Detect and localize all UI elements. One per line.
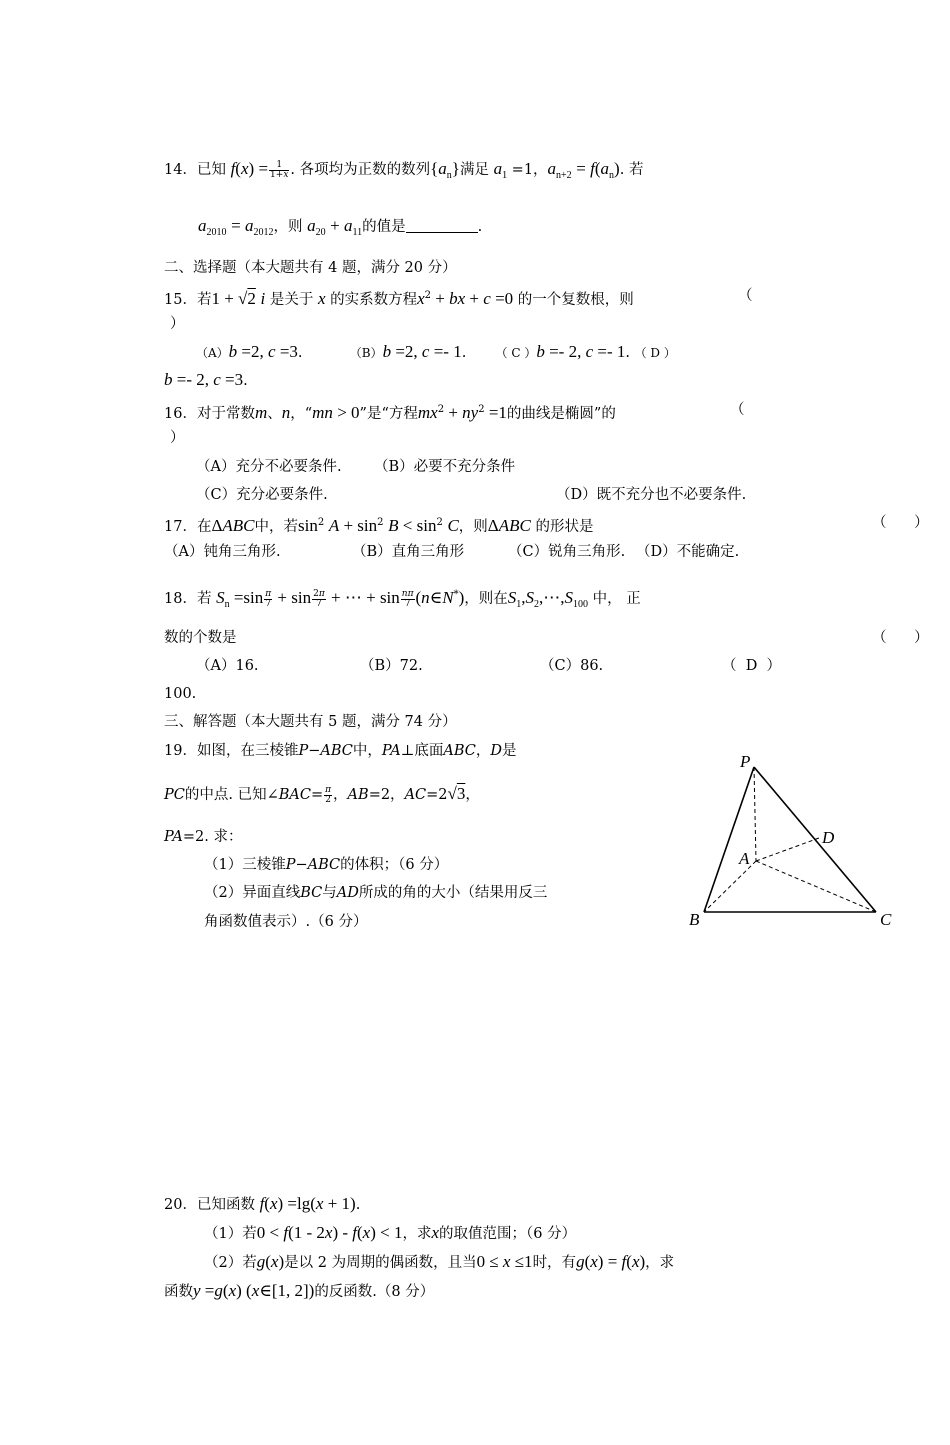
q14-number: 14． [164, 162, 197, 178]
q18-option-d[interactable]: （ D ） [722, 658, 782, 674]
q19-line1: 19．如图，在三棱锥P−ABC中，PA⊥底面ABC，D是 [164, 743, 517, 759]
q14-line1: 14．已知 f(x) = $\frac{1}{1+x}$ . 各项均为正数的数列$\{a_n\}$满足 $a_1 =1$，$a_{n+2} = f(a_n)$. 若 [164, 159, 644, 181]
q18-option-a[interactable]: （A）16. [196, 658, 259, 674]
q17-option-c[interactable]: （C）锐角三角形. [508, 544, 626, 560]
q16-option-a[interactable]: （A）充分不必要条件. [196, 459, 342, 475]
q15-option-b[interactable]: （B） [349, 346, 383, 360]
vertex-label-p: P [740, 752, 751, 771]
q16-paren-close: ） [170, 430, 185, 446]
q17-paren: （ ） [872, 515, 929, 531]
q19-part1: （1）三棱锥P−ABC的体积；（6 分） [204, 857, 449, 873]
q18-paren: （ ） [872, 630, 929, 646]
q20-part1: （1）若0 < f(1 - 2x) - f(x) < 1，求x的取值范围；（6 分） [204, 1223, 577, 1242]
q20-line4: 函数y =g(x) (x∈[1, 2])的反函数.（8 分） [164, 1281, 435, 1300]
q16-option-c[interactable]: （C）充分必要条件. [196, 487, 328, 503]
q14-line2: $a_{2010} = a_{2012}$，则 $a_{20} + a_{11}$的值是 . [198, 216, 483, 238]
q18-option-b[interactable]: （B）72. [360, 658, 423, 674]
q18-line1: 18．若 $S_n =\sin$ $\frac{\pi}{7}$ + sin $\frac{2\pi}{7}$ + ⋯ + sin $\frac{n\pi}{7}$ (n∈N*)，则在$S_1,S_2,\cdots,S_{100}$ 中， 正 [164, 588, 641, 610]
q19-line3: PA=2. 求： [164, 829, 243, 845]
q20-part2: （2）若g(x)是以 2 为周期的偶函数，且当0 ≤ x ≤1时，有g(x) = f(x)，求 [204, 1252, 675, 1271]
section2-title: 二、选择题（本大题共有 4 题，满分 20 分） [164, 260, 457, 276]
q14-answer-blank[interactable] [406, 218, 478, 233]
q17-line1: 17．在ΔABC中，若$\sin^2 A + \sin^2 B < \sin^2 C$，则ΔABC 的形状是 [164, 516, 594, 535]
q15-paren-close: ） [170, 316, 185, 332]
q18-option-d-value: 100. [164, 686, 197, 702]
q15-option-a[interactable]: （A） [196, 346, 229, 360]
q16-option-d[interactable]: （D）既不充分也不必要条件. [556, 487, 747, 503]
q15-option-d-value: b =- 2, c =3. [164, 370, 248, 389]
section3-title: 三、解答题（本大题共有 5 题，满分 74 分） [164, 714, 457, 730]
q17-option-b[interactable]: （B）直角三角形 [352, 544, 465, 560]
q18-line2: 数的个数是 [164, 630, 237, 646]
q19-part2-cont: 角函数值表示）.（6 分） [204, 914, 368, 930]
q14-fraction: $\frac{1}{1+x}$ [270, 159, 289, 180]
q16-option-b[interactable]: （B）必要不充分条件 [374, 459, 516, 475]
q15-options: （A）b =2, c =3. （B）b =2, c =- 1. （ C ）b =- 2, c =- 1. （ D ） [196, 342, 676, 361]
q19-part2: （2）异面直线BC与AD所成的角的大小（结果用反三 [204, 885, 548, 901]
q15-option-d[interactable]: （ D ） [634, 346, 676, 360]
vertex-label-d: D [822, 828, 835, 847]
q17-option-d[interactable]: （D）不能确定. [636, 544, 740, 560]
q19-line2: PC的中点. 已知∠BAC= $\frac{\pi}{2}$ ，AB=2，AC=2√3， [164, 784, 480, 805]
q18-option-c[interactable]: （C）86. [540, 658, 604, 674]
q19-pyramid-figure [680, 745, 900, 945]
q15-option-c[interactable]: （ C ） [495, 346, 537, 360]
q20-line1: 20．已知函数 f(x) =lg(x + 1). [164, 1194, 361, 1213]
q16-line1: 16．对于常数m、n，“mn > 0”是“方程$mx^2 + ny^2 =1$的曲线是椭圆”的 [164, 403, 616, 422]
vertex-label-a: A [739, 849, 750, 868]
vertex-label-b: B [689, 910, 700, 929]
vertex-label-c: C [880, 910, 892, 929]
q17-option-a[interactable]: （A）钝角三角形. [164, 544, 281, 560]
q16-paren-open: （ [730, 402, 745, 418]
q15-line1: 15．若1 + √2 i 是关于 x 的实系数方程$x^2$ + bx + c =0 的一个复数根，则 [164, 289, 634, 308]
q15-paren-open: （ [738, 288, 753, 304]
